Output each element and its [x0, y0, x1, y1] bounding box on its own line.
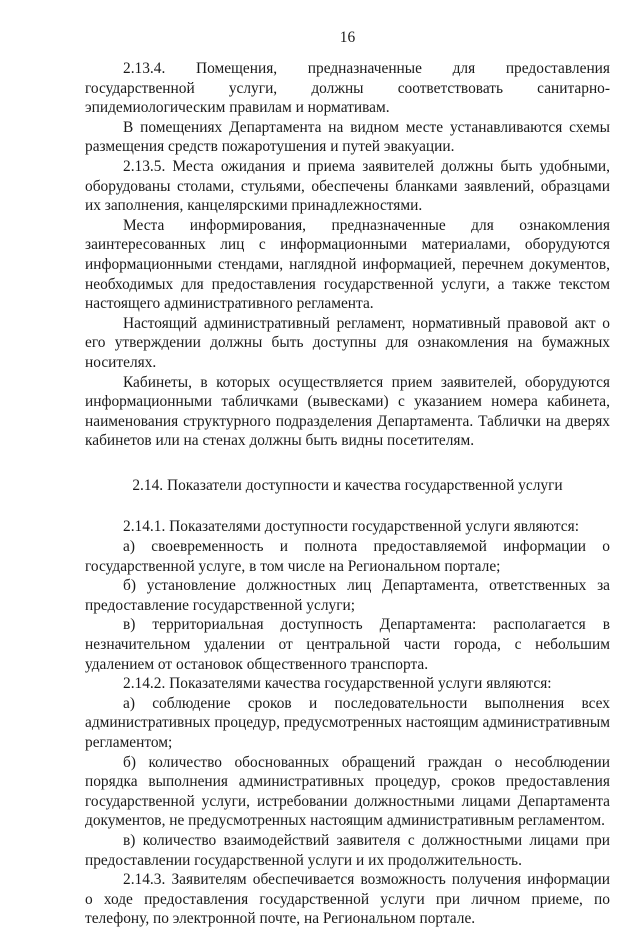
paragraph-information-places: Места информирования, предназначенные для ознакомления заинтересованных лиц с информационными материалами, оборудуются информационными стендами, наглядной информацией, перечнем документов, необходимых для предоставления государственной услуги, а также текстом настоящего административного регламента.	[85, 216, 610, 313]
list-item-2-14-1-v: в) территориальная доступность Департамента: располагается в незначительном удалении от центральной части города, с небольшим удалением от остановок общественного транспорта.	[85, 616, 610, 673]
page-number: 16	[339, 29, 356, 46]
paragraph-2-14-3: 2.14.3. Заявителям обеспечивается возможность получения информации о ходе предоставления государственной услуги при личном приеме, по телефону, по электронной почте, на Региональном портале.	[85, 871, 610, 928]
list-item-2-14-2-b: б) количество обоснованных обращений граждан о несоблюдении порядка выполнения административных процедур, сроков предоставления государственной услуги, истребовании должностными лицами Департамента документов, не предусмотренных настоящим административным регламентом.	[85, 753, 610, 830]
paragraph-office-signs: Кабинеты, в которых осуществляется прием заявителей, оборудуются информационными табличками (вывесками) с указанием номера кабинета, наименования структурного подразделения Департамента. Таблички на дверях кабинетов или на стенах должны быть видны посетителям.	[85, 373, 610, 450]
paragraph-2-14-2: 2.14.2. Показателями качества государственной услуги являются:	[123, 675, 552, 693]
paragraph-2-13-5: 2.13.5. Места ожидания и приема заявителей должны быть удобными, оборудованы столами, стульями, обеспечены бланками заявлений, образцами их заполнения, канцелярскими принадлежностями.	[85, 157, 610, 215]
list-item-2-14-1-b: б) установление должностных лиц Департамента, ответственных за предоставление государственной услуги;	[85, 577, 610, 614]
list-item-2-14-1-a: а) своевременность и полнота предоставляемой информации о государственной услуге, в том числе на Региональном портале;	[85, 538, 610, 575]
list-item-2-14-2-v: в) количество взаимодействий заявителя с должностными лицами при предоставлении государственной услуги и их продолжительность.	[85, 831, 610, 869]
paragraph-2-13-4: 2.13.4. Помещения, предназначенные для предоставления государственной услуги, должны соответствовать санитарно-эпидемиологическим правилам и нормативам.	[85, 60, 610, 117]
paragraph-2-14-1: 2.14.1. Показателями доступности государственной услуги являются:	[123, 518, 579, 536]
document-page	[85, 28, 610, 929]
list-item-2-14-2-a: а) соблюдение сроков и последовательности выполнения всех административных процедур, предусмотренных настоящим административным регламентом;	[85, 694, 610, 751]
paragraph-regulation-availability: Настоящий административный регламент, нормативный правовой акт о его утверждении должны быть доступны для ознакомления на бумажных носителях.	[85, 314, 610, 371]
paragraph-evacuation-schemes: В помещениях Департамента на видном месте устанавливаются схемы размещения средств пожаротушения и путей эвакуации.	[85, 118, 610, 156]
section-heading-2-14: 2.14. Показатели доступности и качества государственной услуги	[132, 476, 563, 494]
